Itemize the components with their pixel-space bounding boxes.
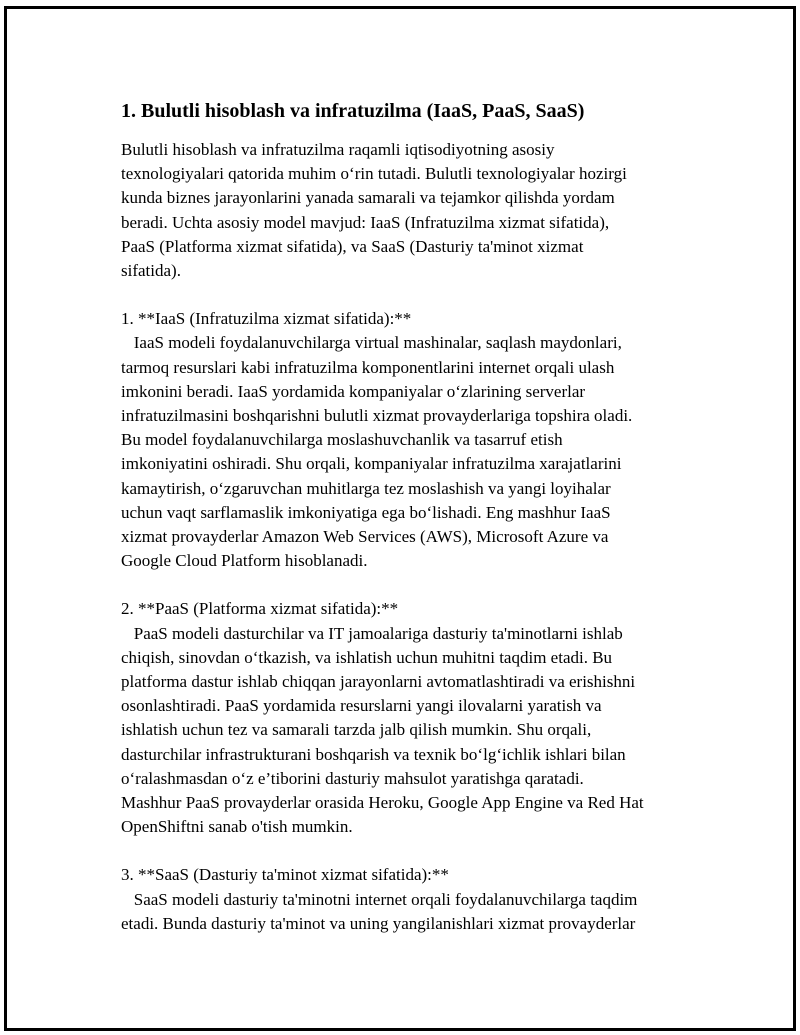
item-line: IaaS modeli foydalanuvchilarga virtual mashinalar, saqlash maydonlari, xyxy=(121,333,622,353)
item-line: kamaytirish, o‘zgaruvchan muhitlarga tez moslashish va yangi loyihalar xyxy=(121,478,611,498)
item-line: ishlatish uchun tez va samarali tarzda jalb qilish mumkin. Shu orqali, xyxy=(121,720,592,740)
item-line: etadi. Bunda dasturiy ta'minot va uning yangilanishlari xizmat provayderlar xyxy=(121,913,636,933)
intro-line: sifatida). xyxy=(121,261,181,281)
item-line: o‘ralashmasdan o‘z e’tiborini dasturiy mahsulot yaratishga qaratadi. xyxy=(121,768,584,788)
item-line: imkoniyatini oshiradi. Shu orqali, kompaniyalar infratuzilma xarajatlarini xyxy=(121,454,622,474)
section-heading: 1. Bulutli hisoblash va infratuzilma (IaaS, PaaS, SaaS) xyxy=(121,100,585,122)
intro-paragraph xyxy=(121,138,701,283)
intro-line: beradi. Uchta asosiy model mavjud: IaaS (Infratuzilma xizmat sifatida), xyxy=(121,212,610,232)
page-frame xyxy=(4,6,796,1031)
list-item-saas xyxy=(121,863,701,936)
item-title: 2. **PaaS (Platforma xizmat sifatida):** xyxy=(121,599,399,619)
item-line: dasturchilar infrastrukturani boshqarish va texnik bo‘lg‘ichlik ishlari bilan xyxy=(121,744,626,764)
item-line: chiqish, sinovdan o‘tkazish, va ishlatish uchun muhitni taqdim etadi. Bu xyxy=(121,647,613,667)
item-line: osonlashtiradi. PaaS yordamida resurslarni yangi ilovalarni yaratish va xyxy=(121,696,602,716)
intro-line: kunda biznes jarayonlarini yanada samarali va tejamkor qilishda yordam xyxy=(121,188,615,208)
item-line: Google Cloud Platform hisoblanadi. xyxy=(121,551,368,571)
intro-line: Bulutli hisoblash va infratuzilma raqamli iqtisodiyotning asosiy xyxy=(121,140,555,159)
item-line: xizmat provayderlar Amazon Web Services (AWS), Microsoft Azure va xyxy=(121,527,609,547)
item-line: Mashhur PaaS provayderlar orasida Heroku, Google App Engine va Red Hat xyxy=(121,793,644,813)
item-line: tarmoq resurslari kabi infratuzilma komponentlarini internet orqali ulash xyxy=(121,357,615,377)
paragraph-gap xyxy=(121,839,701,863)
item-line: infratuzilmasini boshqarishni bulutli xizmat provayderlariga topshira oladi. xyxy=(121,406,633,426)
paragraph-gap xyxy=(121,283,701,307)
item-body xyxy=(121,888,701,936)
item-body xyxy=(121,622,701,840)
item-title: 3. **SaaS (Dasturiy ta'minot xizmat sifatida):** xyxy=(121,865,449,885)
intro-line: texnologiyalari qatorida muhim o‘rin tutadi. Bulutli texnologiyalar hozirgi xyxy=(121,164,627,184)
item-line: Bu model foydalanuvchilarga moslashuvchanlik va tasarruf etish xyxy=(121,430,563,450)
item-line: platforma dastur ishlab chiqqan jarayonlarni avtomatlashtiradi va erishishni xyxy=(121,672,636,692)
document-content xyxy=(121,98,701,936)
item-line: PaaS modeli dasturchilar va IT jamoalariga dasturiy ta'minotlarni ishlab xyxy=(121,623,623,643)
item-line: SaaS modeli dasturiy ta'minotni internet orqali foydalanuvchilarga taqdim xyxy=(121,889,638,909)
list-item-paas xyxy=(121,597,701,839)
list-item-iaas xyxy=(121,307,701,573)
item-line: imkonini beradi. IaaS yordamida kompaniyalar o‘zlarining serverlar xyxy=(121,381,586,401)
item-body xyxy=(121,331,701,573)
item-title: 1. **IaaS (Infratuzilma xizmat sifatida):** xyxy=(121,309,412,329)
paragraph-gap xyxy=(121,573,701,597)
item-line: OpenShiftni sanab o'tish mumkin. xyxy=(121,817,353,837)
intro-line: PaaS (Platforma xizmat sifatida), va SaaS (Dasturiy ta'minot xizmat xyxy=(121,236,584,256)
item-line: uchun vaqt sarflamaslik imkoniyatiga ega bo‘lishadi. Eng mashhur IaaS xyxy=(121,502,611,522)
